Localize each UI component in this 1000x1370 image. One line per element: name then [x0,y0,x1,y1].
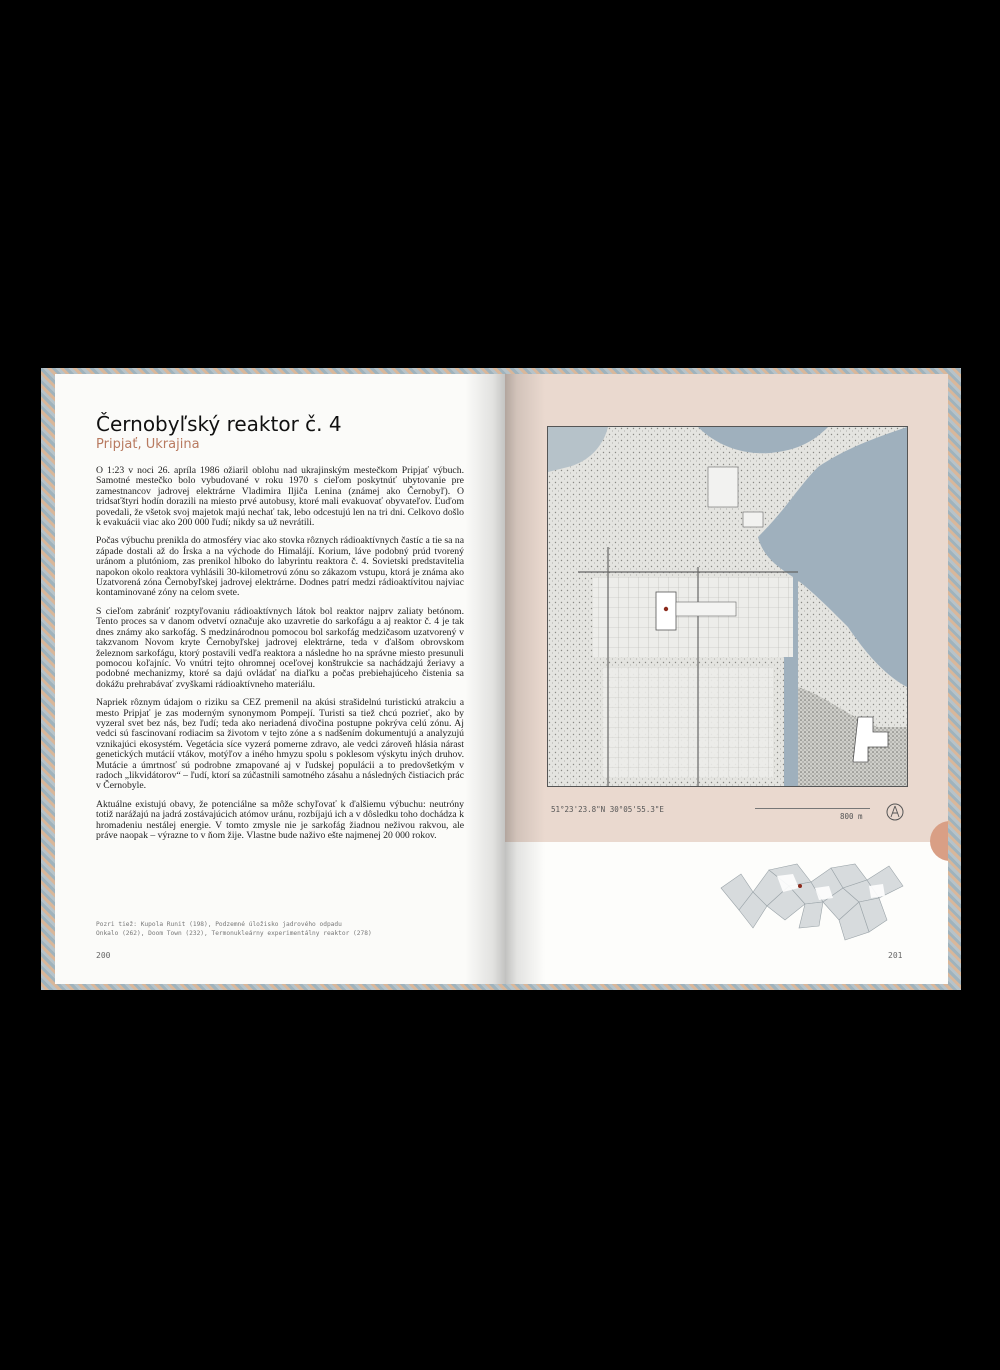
open-book [41,368,961,990]
see-also-line-1: Pozri tiež: Kupola Runit (198), Podzemné úložisko jadrového odpadu [96,921,342,928]
north-arrow-icon [886,803,904,821]
scale-bar [755,808,870,809]
see-also-note [96,920,476,938]
see-also-line-2: Onkalo (262), Doom Town (232), Termonukleárny experimentálny reaktor (278) [96,930,372,937]
paragraph-5: Aktuálne existujú obavy, že potenciálne sa môže schyľovať k ďalšiemu výbuchu: neutróny totiž narážajú na jadrá zostávajúcich atómov uránu, rozbíjajú ich a v dôsledku toho dochádza k hromadeniu nestálej energie. V tomto zmysle nie je sarkofág žiadnou neživou rakvou, ale práve naopak – výrazne to v ňom žije. Vlastne bude naživo ešte najmenej 20 000 rokov. [96,798,464,841]
page-subtitle: Pripjať, Ukrajina [96,437,200,452]
spine-shadow-right [505,374,545,984]
paragraph-1: O 1:23 v noci 26. apríla 1986 ožiaril oblohu nad ukrajinským mestečkom Pripjať výbuch. Samotné mestečko bolo vybudované v roku 1970 s cieľom poskytnúť ubytovanie pre zamestnancov jadrovej elektrárne Vladimira Iljiča Lenina (známej ako Černobyľ). O tridsaťštyri hodín dorazili na miesto prvé autobusy, ktoré mali evakuovať obyvateľov. Ľuďom povedali, že všetok svoj majetok majú nechať tak, lebo odcestujú len na tri dni. Celkovo došlo k evakuácii viac ako 200 000 ľudí; nikdy sa už nevrátili. [96,465,464,529]
coordinates-label: 51°23'23.8"N 30°05'55.3"E [551,805,664,814]
left-page [55,374,505,984]
page-number-left: 200 [96,951,111,960]
paragraph-4: Napriek rôznym údajom o riziku sa CEZ premenil na akúsi strašidelnú turistickú atrakciu a mesto Pripjať je zas moderným synonymom Pompejí. Turisti sa tiež chcú pozrieť, ako by vyzeral svet bez nás, bez ľudí; teda ako neriadená divočina postupne pokrýva celú zónu. Aj vedci sú fascinovaní rodiacim sa životom v tejto zóne a s nadšením dokumentujú a analyzujú vznikajúci ekosystém. Vegetácia síce vyzerá pomerne zdravo, ale vedci zároveň hlásia nárast genetických mutácií vtákov, motýľov a iného hmyzu spolu s poklesom výskytu iných druhov. Mutácie a úmrtnosť sú podrobne zmapované aj v ľudskej populácii a to predovšetkým v radoch „likvidátorov“ – ľudí, ktorí sa zúčastnili samotného zásahu a následných čistiacich prác v Černobyle. [96,697,464,792]
paragraph-2: Počas výbuchu prenikla do atmosféry viac ako stovka rôznych rádioaktívnych častíc a tie sa na západe dostali až do Írska a na východe do Himalájí. Korium, láve podobný prúd tvorený uránom a plutóniom, zas prenikol hlboko do labyrintu reaktora č. 4. Sovietski predstavitelia napokon okolo reaktora vyhlásili 30-kilometrovú zónu so zákazom vstupu, ktorá je známa ako Uzatvorená zóna Černobyľskej jadrovej elektrárne. Dodnes patrí medzi rádioaktívitou najviac kontaminované zóny na celom svete. [96,535,465,599]
world-locator-map [719,858,909,944]
right-page [505,374,948,984]
paragraph-3: S cieľom zabrániť rozptyľovaniu rádioaktívnych látok bol reaktor najprv zaliaty betónom. Tento proces sa v danom odvetví označuje ako uzavretie do sarkofágu a aj reaktor č. 4 je tak dnes známy ako sarkofág. S medzinárodnou pomocou bol sarkofág medzičasom uzatvorený v takzvanom Novom kryte Černobyľskej jadrovej elektrárne, teda v ďalšom obrovskom železnom sarkofágu, ktorý postavili vedľa reaktora a následne ho na správne miesto presunuli pomocou koľajníc. Vo vnútri tejto ohromnej oceľovej konštrukcie sa nachádzajú žeriavy a podobné mechanizmy, ktoré sa dajú ovládať na diaľku a počas prebiehajúceho čistenia sa dokážu prehrabávať zvyškami rádioaktívneho materiálu. [96,605,464,690]
scale-label: 800 m [840,812,863,821]
map-illustration [548,427,907,786]
page-title: Černobyľský reaktor č. 4 [96,412,342,436]
reactor-marker-icon [664,607,668,611]
satellite-map [547,426,908,787]
article-body [96,466,464,849]
page-number-right: 201 [888,951,903,960]
location-marker-icon [798,884,802,888]
spine-shadow-left [465,374,505,984]
